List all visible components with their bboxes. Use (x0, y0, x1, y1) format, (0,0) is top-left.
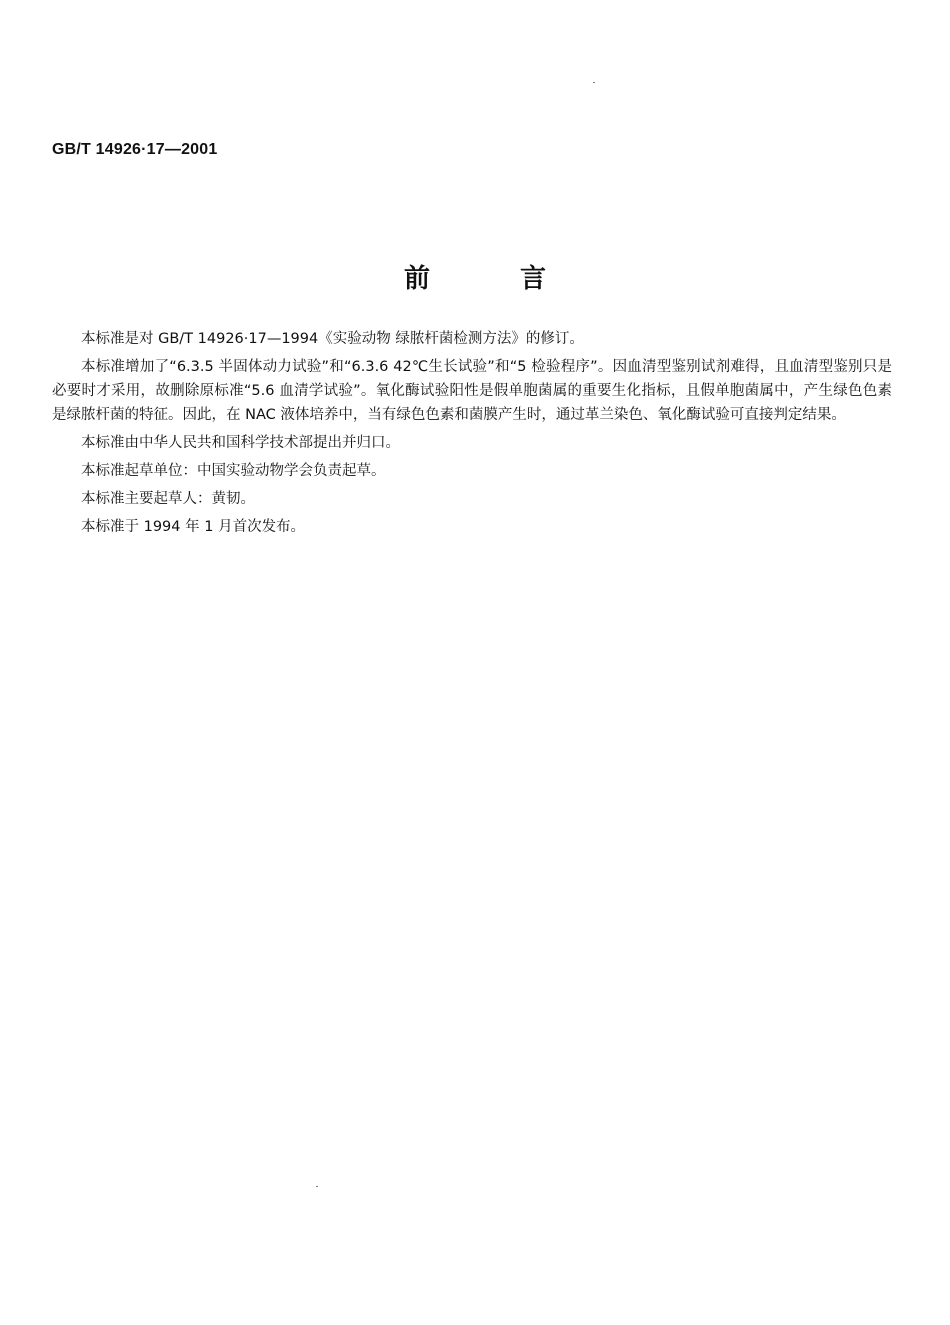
paragraph-proposer: 本标准由中华人民共和国科学技术部提出并归口。 (81, 435, 400, 451)
foreword-body (52, 327, 892, 543)
standard-code: GB/T 14926·17—2001 (52, 141, 218, 158)
paragraph-revision: 本标准是对 GB/T 14926·17—1994《实验动物 绿脓杆菌检测方法》的修订。 (81, 331, 584, 347)
paragraph-first-release: 本标准于 1994 年 1 月首次发布。 (81, 519, 306, 535)
scan-speck (593, 82, 595, 83)
paragraph-drafting-unit: 本标准起草单位：中国实验动物学会负责起草。 (81, 463, 386, 479)
scan-speck (316, 1186, 318, 1187)
paragraph-changes: 本标准增加了“6.3.5 半固体动力试验”和“6.3.6 42℃生长试验”和“5 检验程序”。因血清型鉴别试剂难得，且血清型鉴别只是必要时才采用，故删除原标准“5.6 血清学试验”。氧化酶试验阳性是假单胞菌属的重要生化指标，且假单胞菌属中，产生绿色色素是绿脓杆菌的特征。因此，在 NAC 液体培养中，当有绿色色素和菌膜产生时，通过革兰染色、氧化酶试验可直接判定结果。 (52, 359, 892, 423)
paragraph-drafter: 本标准主要起草人：黄韧。 (81, 491, 255, 507)
foreword-heading: 前言 (403, 264, 636, 294)
